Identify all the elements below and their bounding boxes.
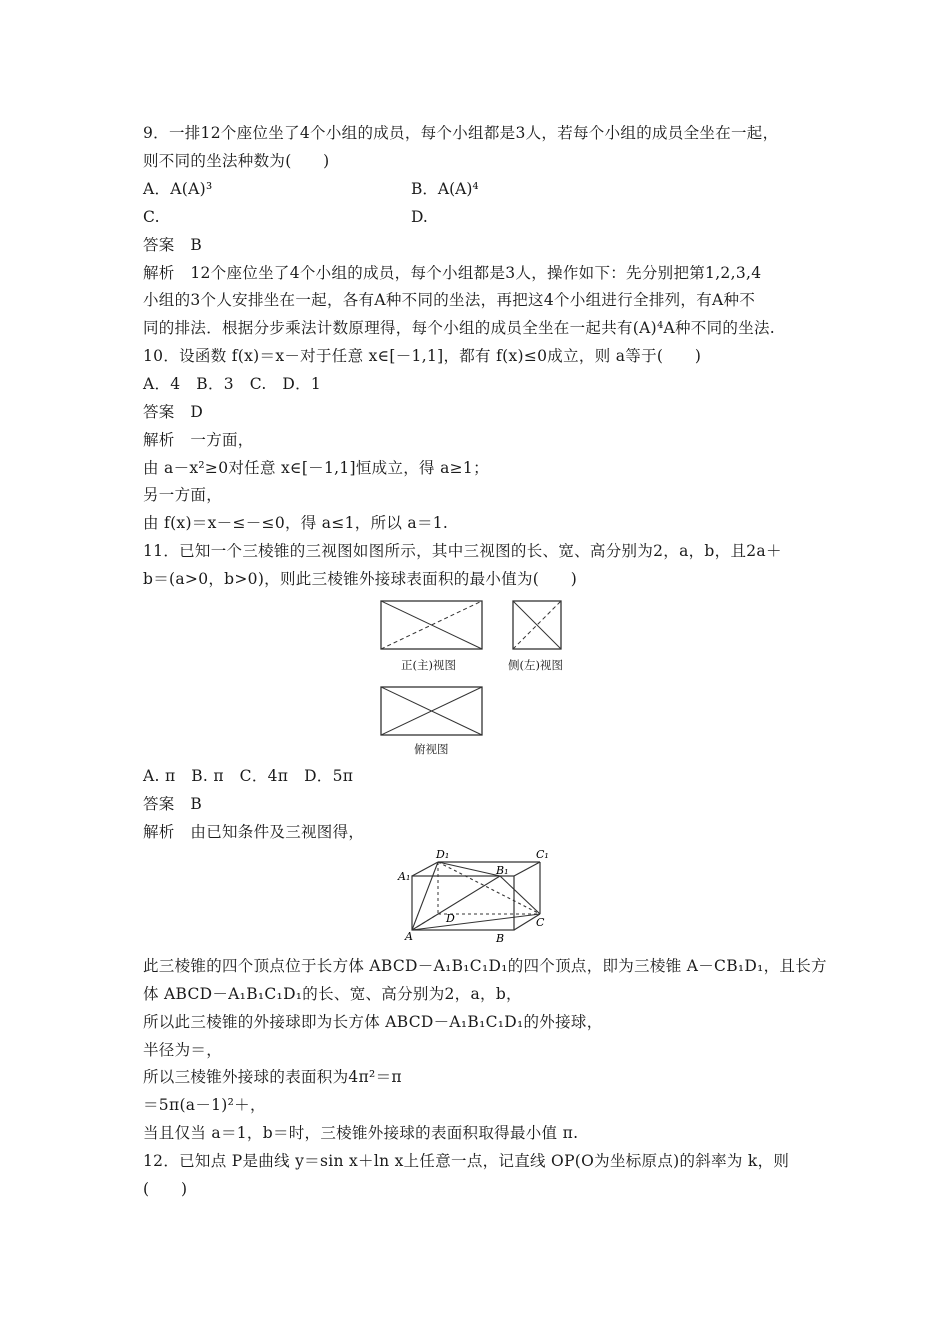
q10-analysis-line-3: 另一方面，: [143, 486, 223, 504]
q11-stem-line-2: b＝(a>0，b>0)，则此三棱锥外接球表面积的最小值为( ): [143, 570, 578, 588]
q10-analysis-line-1: 解析 一方面，: [143, 431, 254, 449]
label-c1: C₁: [536, 848, 549, 861]
label-a: A: [405, 930, 413, 943]
q9-option-c: C.: [143, 208, 160, 226]
label-d1: D₁: [436, 848, 450, 861]
q9-analysis-line-3: 同的排法．根据分步乘法计数原理得，每个小组的成员全坐在一起共有(A)⁴A种不同的坐法.: [143, 319, 776, 337]
label-c: C: [536, 916, 545, 929]
label-d: D: [446, 912, 455, 925]
q11-analysis-line-1: 解析 由已知条件及三视图得，: [143, 823, 365, 841]
q12-stem-line-1: 12．已知点 P是曲线 y＝sin x＋ln x上任意一点，记直线 OP(O为坐标原点)的斜率为 k，则: [143, 1152, 790, 1170]
q11-analysis-line-4: 所以此三棱锥的外接球即为长方体 ABCD－A₁B₁C₁D₁的外接球，: [143, 1013, 603, 1031]
label-b: B: [496, 932, 505, 945]
q11-analysis-line-7: ＝5π(a－1)²＋，: [143, 1096, 266, 1114]
q10-options: A．4 B．3 C. D．1: [143, 375, 322, 393]
q9-analysis-line-1: 解析 12个座位坐了4个小组的成员，每个小组都是3人，操作如下：先分别把第1,2,3,4: [143, 264, 762, 282]
top-view-caption: 俯视图: [414, 742, 449, 756]
top-view-figure: [380, 686, 485, 738]
q10-answer: 答案 D: [143, 403, 204, 421]
q11-options: A. π B. π C．4π D．5π: [143, 767, 354, 785]
q11-analysis-line-6: 所以三棱锥外接球的表面积为4π²＝π: [143, 1068, 402, 1086]
q9-stem-line-1: 9．一排12个座位坐了4个小组的成员，每个小组都是3人，若每个小组的成员全坐在一起，: [143, 124, 779, 142]
q9-option-a: A．A(A)³: [143, 180, 213, 198]
q9-option-b: B．A(A)⁴: [411, 180, 479, 198]
q11-analysis-line-5: 半径为＝，: [143, 1041, 223, 1059]
q11-answer: 答案 B: [143, 795, 203, 813]
q12-stem-line-2: ( ): [143, 1180, 188, 1198]
q9-analysis-line-2: 小组的3个人安排坐在一起，各有A种不同的坐法，再把这4个小组进行全排列，有A种不: [143, 291, 756, 309]
q11-analysis-line-2: 此三棱锥的四个顶点位于长方体 ABCD－A₁B₁C₁D₁的四个顶点，即为三棱锥 A－CB₁D₁，且长方: [143, 957, 827, 975]
side-view-figure: [512, 600, 564, 652]
front-view-caption: 正(主)视图: [401, 658, 456, 672]
q11-stem-line-1: 11．已知一个三棱锥的三视图如图所示，其中三视图的长、宽、高分别为2，a，b，且2a＋: [143, 542, 782, 560]
q9-stem-line-2: 则不同的坐法种数为( ): [143, 152, 330, 170]
q9-answer: 答案 B: [143, 236, 203, 254]
label-b1: B₁: [496, 864, 509, 877]
q11-analysis-line-3: 体 ABCD－A₁B₁C₁D₁的长、宽、高分别为2，a，b，: [143, 985, 522, 1003]
label-a1: A₁: [398, 870, 411, 883]
q10-analysis-line-2: 由 a－x²≥0对任意 x∈[－1,1]恒成立，得 a≥1；: [143, 459, 489, 477]
cuboid-figure: [396, 848, 556, 944]
q10-analysis-line-4: 由 f(x)＝x－≤－≤0，得 a≤1，所以 a＝1.: [143, 514, 449, 532]
side-view-caption: 侧(左)视图: [508, 658, 563, 672]
q11-analysis-line-8: 当且仅当 a＝1，b＝时，三棱锥外接球的表面积取得最小值 π.: [143, 1124, 579, 1142]
front-view-figure: [380, 600, 485, 652]
q9-option-d: D.: [411, 208, 428, 226]
q10-stem: 10．设函数 f(x)＝x－对于任意 x∈[－1,1]，都有 f(x)≤0成立，则 a等于( ): [143, 347, 702, 365]
